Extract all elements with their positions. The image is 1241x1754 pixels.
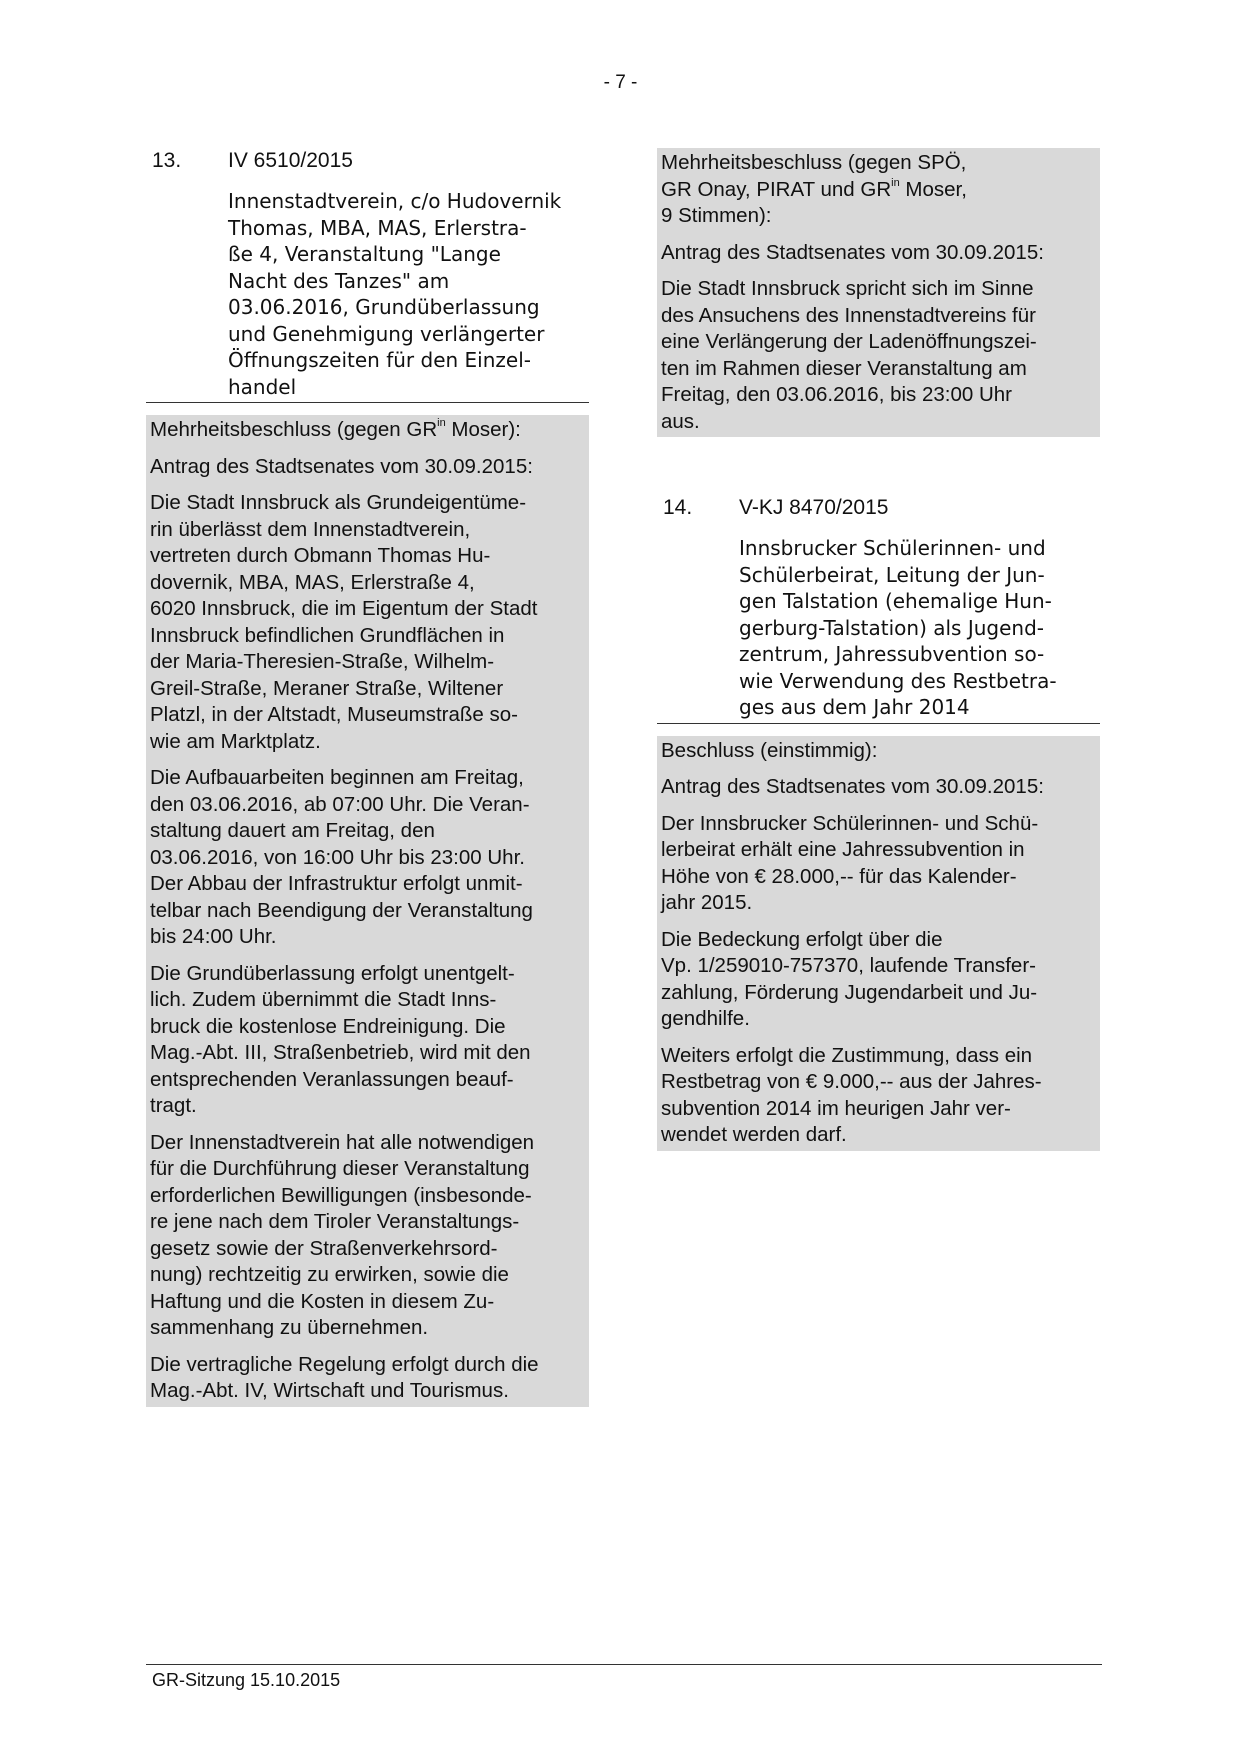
decision-paragraph: [150, 490, 585, 755]
text-line: und Genehmigung verlängerter: [228, 321, 545, 346]
text-line: Der Innenstadtverein hat alle notwendigen: [150, 1130, 535, 1154]
text-line: Weiters erfolgt die Zustimmung, dass ein: [661, 1043, 1033, 1067]
decision-paragraph: [150, 765, 585, 951]
text-line: Der Abbau der Infrastruktur erfolgt unmit-: [150, 872, 523, 895]
decision-paragraph: [661, 1043, 1096, 1149]
text-line: Nacht des Tanzes" am: [228, 268, 450, 293]
text-line: ße 4, Veranstaltung "Lange: [228, 242, 501, 266]
text-line: gesetz sowie der Straßenverkehrsord-: [150, 1236, 498, 1260]
text-line: gendhilfe.: [661, 1007, 750, 1030]
text-line: dovernik, MBA, MAS, Erlerstraße 4,: [150, 570, 475, 594]
text-line: bruck die kostenlose Endreinigung. Die: [150, 1014, 506, 1038]
page-number: - 7 -: [603, 72, 638, 93]
text-line: Höhe von € 28.000,-- für das Kalender-: [661, 864, 1017, 888]
item-number: 13.: [152, 149, 182, 172]
decision-paragraph: [661, 927, 1096, 1033]
resolution-text: Mehrheitsbeschluss (gegen SPÖ, GR Onay, PIRAT und $GR^{in}$ Moser, 9 Stimmen):: [661, 151, 967, 227]
text-line: tragt.: [150, 1094, 197, 1117]
text-line: lich. Zudem übernimmt die Stadt Inns-: [150, 988, 497, 1011]
text-line: Restbetrag von € 9.000,-- aus der Jahres-: [661, 1070, 1042, 1093]
text-line: re jene nach dem Tiroler Veranstaltungs-: [150, 1210, 520, 1233]
footer-divider: [146, 1664, 1102, 1665]
text-line: Die Grundüberlassung erfolgt unentgelt-: [150, 961, 515, 985]
text-line: Die vertragliche Regelung erfolgt durch die: [150, 1352, 539, 1376]
text-line: 03.06.2016, Grundüberlassung: [228, 295, 540, 319]
text-line: Mag.-Abt. III, Straßenbetrieb, wird mit den: [150, 1041, 531, 1064]
text-line: 03.06.2016, von 16:00 Uhr bis 23:00 Uhr.: [150, 845, 525, 869]
text-line: Die Stadt Innsbruck als Grundeigentüme-: [150, 491, 527, 514]
decision-paragraph: [661, 811, 1096, 917]
decision-paragraph: [150, 1130, 585, 1342]
text-line: jahr 2015.: [661, 891, 753, 914]
text-line: des Ansuchens des Innenstadtvereins für: [661, 303, 1036, 327]
text-line: rin überlässt dem Innenstadtverein,: [150, 517, 471, 541]
decision-paragraph: [661, 276, 1096, 435]
text-line: nung) rechtzeitig zu erwirken, sowie die: [150, 1263, 509, 1286]
decision-paragraph: [150, 961, 585, 1120]
text-line: eine Verlängerung der Ladenöffnungszei-: [661, 330, 1037, 353]
text-line: Innenstadtverein, c/o Hudovernik: [228, 189, 562, 213]
text-line: Haftung und die Kosten in diesem Zu-: [150, 1289, 495, 1313]
footer-text: GR-Sitzung 15.10.2015: [152, 1670, 341, 1690]
text-line: Innsbrucker Schülerinnen- und: [739, 536, 1046, 560]
item-title: [657, 535, 1100, 724]
text-line: Die Aufbauarbeiten beginnen am Freitag,: [150, 766, 524, 789]
text-line: handel: [228, 374, 297, 399]
text-line: aus.: [661, 409, 700, 433]
text-line: ges aus dem Jahr 2014: [739, 695, 970, 719]
text-line: Vp. 1/259010-757370, laufende Transfer-: [661, 954, 1036, 977]
agenda-item-13-header: [146, 148, 589, 174]
text-line: Thomas, MBA, MAS, Erlerstra-: [228, 215, 527, 240]
text-line: wie am Marktplatz.: [150, 729, 321, 753]
item-title: [146, 188, 589, 403]
text-line: Mag.-Abt. IV, Wirtschaft und Tourismus.: [150, 1379, 509, 1402]
left-column: [146, 148, 589, 1407]
text-line: sammenhang zu übernehmen.: [150, 1316, 429, 1339]
decision-block: [657, 148, 1100, 437]
text-line: 6020 Innsbruck, die im Eigentum der Stadt: [150, 597, 538, 620]
text-line: Der Innsbrucker Schülerinnen- und Schü-: [661, 811, 1039, 835]
item-number: 14.: [663, 496, 693, 519]
text-line: ten im Rahmen dieser Veranstaltung am: [661, 356, 1027, 380]
text-line: lerbeirat erhält eine Jahressubvention in: [661, 838, 1025, 861]
text-line: entsprechenden Veranlassungen beauf-: [150, 1067, 514, 1091]
text-line: gerburg-Talstation) als Jugend-: [739, 615, 1044, 640]
text-line: zentrum, Jahressubvention so-: [739, 642, 1045, 666]
text-line: der Maria-Theresien-Straße, Wilhelm-: [150, 650, 495, 673]
agenda-item-14-header: [657, 495, 1100, 521]
text-line: wendet werden darf.: [661, 1123, 847, 1146]
item-code: IV 6510/2015: [228, 149, 353, 172]
text-line: subvention 2014 im heurigen Jahr ver-: [661, 1096, 1011, 1120]
text-line: staltung dauert am Freitag, den: [150, 819, 435, 842]
text-line: vertreten durch Obmann Thomas Hu-: [150, 544, 491, 567]
decision-paragraph: [150, 1352, 585, 1405]
text-line: Innsbruck befindlichen Grundflächen in: [150, 623, 505, 647]
text-line: Schülerbeirat, Leitung der Jun-: [739, 562, 1045, 587]
item-code: V-KJ 8470/2015: [739, 496, 889, 519]
resolution-text: Mehrheitsbeschluss (gegen $GR^{in}$ Moser):: [150, 417, 521, 441]
text-line: Platzl, in der Altstadt, Museumstraße so-: [150, 703, 518, 726]
text-line: für die Durchführung dieser Veranstaltung: [150, 1157, 530, 1180]
text-line: erforderlichen Bewilligungen (insbesonde-: [150, 1183, 532, 1207]
resolution-text: Beschluss (einstimmig):: [661, 738, 878, 762]
text-line: Freitag, den 03.06.2016, bis 23:00 Uhr: [661, 383, 1013, 406]
text-line: Greil-Straße, Meraner Straße, Wiltener: [150, 676, 504, 700]
text-line: bis 24:00 Uhr.: [150, 925, 277, 948]
text-line: Die Bedeckung erfolgt über die: [661, 927, 943, 951]
text-line: Die Stadt Innsbruck spricht sich im Sinne: [661, 277, 1034, 300]
text-line: zahlung, Förderung Jugendarbeit und Ju-: [661, 980, 1038, 1004]
motion-text: Antrag des Stadtsenates vom 30.09.2015:: [661, 240, 1044, 264]
text-line: gen Talstation (ehemalige Hun-: [739, 589, 1052, 613]
decision-block: [146, 415, 589, 1407]
motion-text: Antrag des Stadtsenates vom 30.09.2015:: [661, 775, 1044, 798]
text-line: wie Verwendung des Restbetra-: [739, 668, 1057, 693]
decision-block: [657, 736, 1100, 1151]
text-line: Öffnungszeiten für den Einzel-: [228, 348, 531, 372]
text-line: telbar nach Beendigung der Veranstaltung: [150, 898, 533, 922]
right-column: [657, 148, 1100, 1151]
motion-text: Antrag des Stadtsenates vom 30.09.2015:: [150, 454, 533, 478]
text-line: den 03.06.2016, ab 07:00 Uhr. Die Veran-: [150, 792, 530, 816]
